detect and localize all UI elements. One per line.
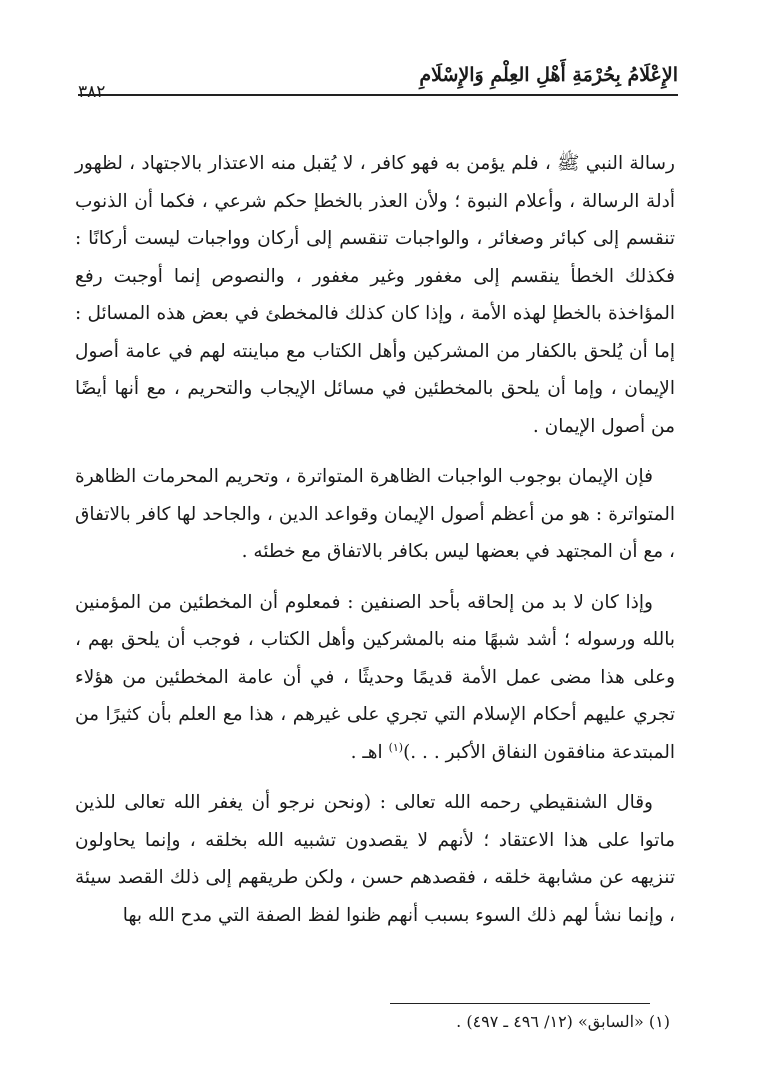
- book-title: الإِعْلَامُ بِحُرْمَةِ أَهْلِ العِلْمِ وَالإِسْلَامِ: [419, 64, 678, 86]
- footnote-rule: [390, 1003, 650, 1004]
- paragraph-3: [75, 584, 675, 772]
- paragraph-1: رسالة النبي ﷺ ، فلم يؤمن به فهو كافر ، لا يُقبل منه الاعتذار بالاجتهاد ، لظهور أدلة الرسالة ، وأعلام النبوة ؛ ولأن العذر بالخطإ حكم شرعي ، فكما أن الذنوب تنقسم إلى كبائر وصغائر ، والواجبات تنقسم إلى أركان وواجبات ليست أركانًا : فكذلك الخطأ ينقسم إلى مغفور وغير مغفور ، والنصوص إنما أوجبت رفع المؤاخذة بالخطإ لهذه الأمة ، وإذا كان كذلك فالمخطئ في بعض هذه المسائل : إما أن يُلحق بالكفار من المشركين وأهل الكتاب مع مباينته لهم في عامة أصول الإيمان ، وإما أن يلحق بالمخطئين في مسائل الإيجاب والتحريم ، مع أنها أيضًا من أصول الإيمان .: [75, 153, 675, 437]
- paragraph-2: فإن الإيمان بوجوب الواجبات الظاهرة المتواترة ، وتحريم المحرمات الظاهرة المتواترة : هو من أعظم أصول الإيمان وقواعد الدين ، والجاحد لها كافر بالاتفاق ، مع أن المجتهد في بعضها ليس بكافر بالاتفاق مع خطئه .: [75, 466, 675, 562]
- page-number: ٣٨٢: [78, 82, 106, 102]
- main-text: [75, 145, 675, 947]
- paragraph-3-suffix: اهـ .: [350, 741, 389, 763]
- footnote-marker: (١): [388, 740, 404, 754]
- paragraph-3-text: وإذا كان لا بد من إلحاقه بأحد الصنفين : فمعلوم أن المخطئين من المؤمنين بالله ورسوله ؛ أشد شبهًا منه بالمشركين وأهل الكتاب ، فوجب أن يلحق بهم ، وعلى هذا مضى عمل الأمة قديمًا وحديثًا ، في أن عامة المخطئين من هؤلاء تجري عليهم أحكام الإسلام التي تجري على غيرهم ، هذا مع العلم بأن كثيرًا من المبتدعة منافقون النفاق الأكبر . . .): [75, 591, 675, 763]
- paragraph-4: وقال الشنقيطي رحمه الله تعالى : (ونحن نرجو أن يغفر الله تعالى للذين ماتوا على هذا الاعتقاد ؛ لأنهم لا يقصدون تشبيه الله بخلقه ، وإنما يحاولون تنزيهه عن مشابهة خلقه ، فقصدهم حسن ، ولكن طريقهم إلى ذلك القصد سيئة ، وإنما نشأ لهم ذلك السوء بسبب أنهم ظنوا لفظ الصفة التي مدح الله بها: [75, 792, 675, 926]
- footnote: (١) «السابق» (١٢/ ٤٩٦ ـ ٤٩٧) .: [456, 1012, 670, 1031]
- header-rule: [78, 94, 678, 96]
- running-header: [78, 60, 678, 100]
